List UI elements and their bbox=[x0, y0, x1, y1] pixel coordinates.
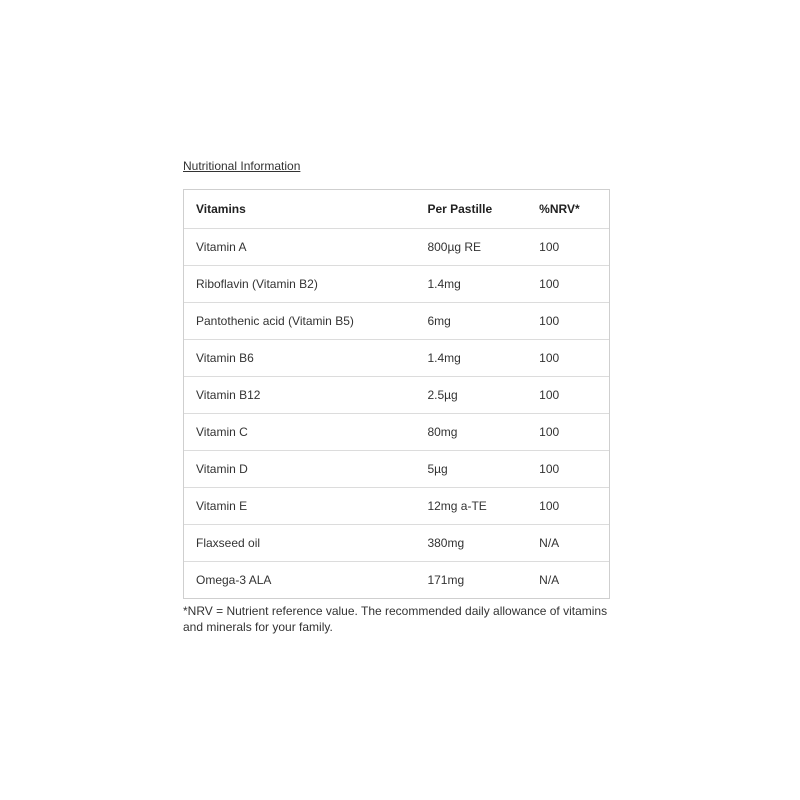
per-pastille-value: 2.5µg bbox=[427, 388, 458, 402]
nrv-value: 100 bbox=[539, 240, 560, 254]
nrv-value: 100 bbox=[539, 351, 560, 365]
nrv-value: 100 bbox=[539, 388, 560, 402]
vitamin-name: Riboflavin (Vitamin B2) bbox=[196, 277, 318, 291]
nrv-value: N/A bbox=[539, 573, 560, 587]
vitamin-name: Flaxseed oil bbox=[196, 536, 261, 550]
per-pastille-value: 5µg bbox=[427, 462, 448, 476]
nrv-value: N/A bbox=[539, 536, 560, 550]
nrv-value: 100 bbox=[539, 499, 560, 513]
vitamin-name: Vitamin B12 bbox=[196, 388, 261, 402]
table-row bbox=[184, 450, 609, 487]
per-pastille-value: 800µg RE bbox=[427, 240, 482, 254]
table-row bbox=[184, 413, 609, 450]
nrv-value: 100 bbox=[539, 425, 560, 439]
per-pastille-value: 380mg bbox=[427, 536, 465, 550]
table-row bbox=[184, 265, 609, 302]
vitamin-name: Vitamin C bbox=[196, 425, 248, 439]
nrv-footnote: *NRV = Nutrient reference value. The recommended daily allowance of vitamins and minerals for your family. bbox=[183, 604, 608, 634]
header-per-pastille: Per Pastille bbox=[427, 202, 493, 216]
vitamin-name: Vitamin E bbox=[196, 499, 248, 513]
table-header-row bbox=[184, 190, 609, 228]
per-pastille-value: 6mg bbox=[427, 314, 451, 328]
per-pastille-value: 171mg bbox=[427, 573, 465, 587]
section-title: Nutritional Information bbox=[183, 159, 301, 173]
table-row bbox=[184, 228, 609, 265]
table-row bbox=[184, 524, 609, 561]
vitamin-name: Vitamin B6 bbox=[196, 351, 254, 365]
vitamin-name: Pantothenic acid (Vitamin B5) bbox=[196, 314, 354, 328]
vitamin-name: Vitamin D bbox=[196, 462, 248, 476]
table-row bbox=[184, 302, 609, 339]
table-row bbox=[184, 339, 609, 376]
nutrition-table bbox=[183, 189, 610, 599]
header-nrv: %NRV* bbox=[539, 202, 580, 216]
header-vitamins: Vitamins bbox=[196, 202, 246, 216]
table-row bbox=[184, 376, 609, 413]
nutrition-document bbox=[183, 157, 611, 635]
per-pastille-value: 12mg a-TE bbox=[427, 499, 487, 513]
nrv-value: 100 bbox=[539, 314, 560, 328]
vitamin-name: Vitamin A bbox=[196, 240, 247, 254]
table-row bbox=[184, 487, 609, 524]
per-pastille-value: 1.4mg bbox=[427, 351, 461, 365]
vitamin-name: Omega-3 ALA bbox=[196, 573, 272, 587]
nrv-value: 100 bbox=[539, 277, 560, 291]
per-pastille-value: 1.4mg bbox=[427, 277, 461, 291]
table-row bbox=[184, 561, 609, 598]
nrv-value: 100 bbox=[539, 462, 560, 476]
per-pastille-value: 80mg bbox=[427, 425, 458, 439]
